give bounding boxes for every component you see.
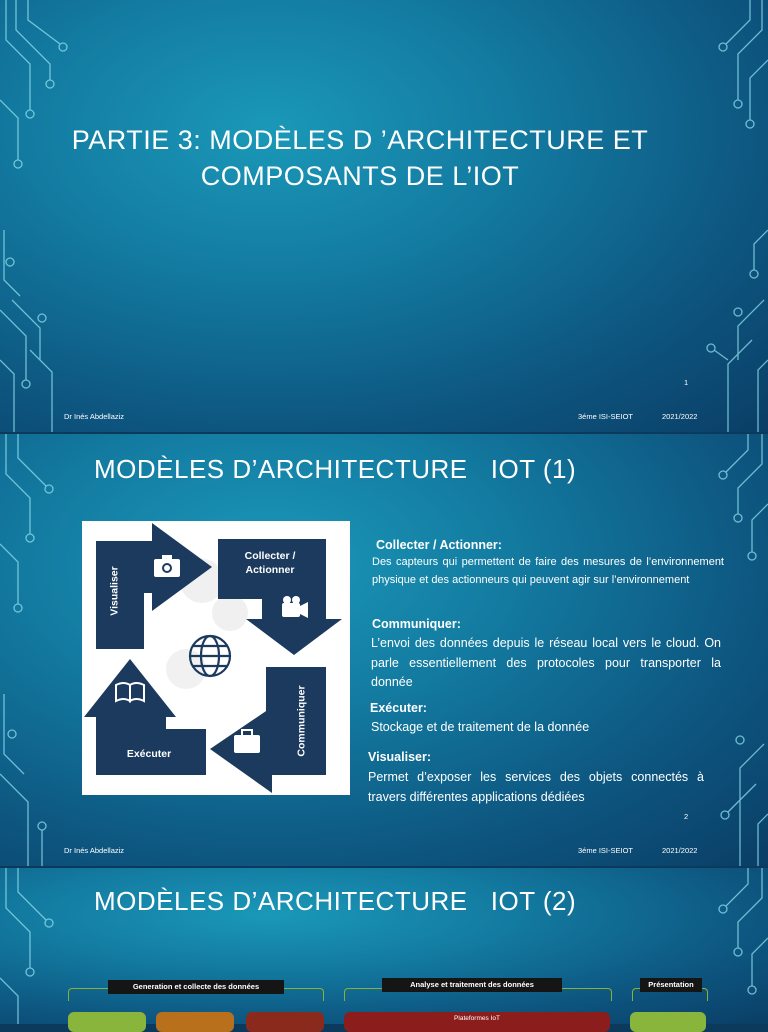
heading-visualiser: Visualiser:	[368, 750, 432, 764]
footer-class: 3éme ISI-SEIOT	[578, 412, 634, 421]
title-line-2: COMPOSANTS DE L’IOT	[200, 161, 520, 191]
tile-platforms: Plateformes IoT	[344, 1012, 610, 1032]
label-collecter-line1: Collecter /	[244, 550, 296, 562]
title-line-1: PARTIE 3: MODÈLES D ’ARCHITECTURE ET	[71, 125, 649, 155]
globe-icon	[190, 636, 230, 676]
footer-year: 2021/2022	[662, 846, 698, 855]
footer-class: 3éme ISI-SEIOT	[578, 846, 634, 855]
slide-title: MODÈLES D’ARCHITECTURE IOT (2)	[94, 886, 577, 916]
circuit-decoration-left	[0, 868, 70, 1024]
circuit-decoration-left	[0, 0, 70, 432]
circuit-decoration-right	[698, 0, 768, 432]
circuit-decoration-left	[0, 434, 70, 866]
label-presentation: Présentation	[640, 978, 702, 992]
slide-1	[0, 0, 768, 432]
text-executer: Stockage et de traitement de la donnée	[371, 720, 590, 734]
text-collecter: Des capteurs qui permettent de faire des mesures de l’environnement physique et des actionneurs qui peuvent agir sur l’environnement	[372, 556, 724, 586]
label-executer: Exécuter	[126, 748, 172, 760]
arrow-communiquer	[210, 667, 326, 793]
footer-year: 2021/2022	[662, 412, 698, 421]
label-visualiser: Visualiser	[108, 566, 121, 616]
label-collecter	[230, 549, 310, 577]
heading-collecter: Collecter / Actionner:	[376, 538, 502, 552]
iot-cycle-diagram	[82, 521, 350, 795]
label-generation: Generation et collecte des données	[108, 980, 284, 994]
slide-title: MODÈLES D’ARCHITECTURE IOT (1)	[94, 454, 577, 484]
tile-red	[246, 1012, 324, 1032]
page-number: 2	[684, 812, 689, 821]
tile-presentation	[630, 1012, 706, 1032]
label-collecter-line2: Actionner	[245, 564, 295, 576]
tile-green	[68, 1012, 146, 1032]
label-communiquer: Communiquer	[295, 685, 308, 757]
page-number: 1	[684, 378, 689, 387]
circuit-decoration-right	[698, 868, 768, 1024]
text-communiquer: L’envoi des données depuis le réseau local vers le cloud. On parle essentiellement des protocoles pour transporter la donnée	[371, 636, 721, 689]
heading-executer: Exécuter:	[370, 701, 427, 715]
heading-communiquer: Communiquer:	[372, 617, 461, 631]
tile-orange	[156, 1012, 234, 1032]
text-visualiser: Permet d’exposer les services des objets connectés à travers différentes applications dédiées	[368, 770, 704, 804]
footer-author: Dr Inés Abdellaziz	[64, 412, 125, 421]
label-analyse: Analyse et traitement des données	[382, 978, 562, 992]
slide-title	[60, 122, 660, 194]
footer-author: Dr Inés Abdellaziz	[64, 846, 125, 855]
